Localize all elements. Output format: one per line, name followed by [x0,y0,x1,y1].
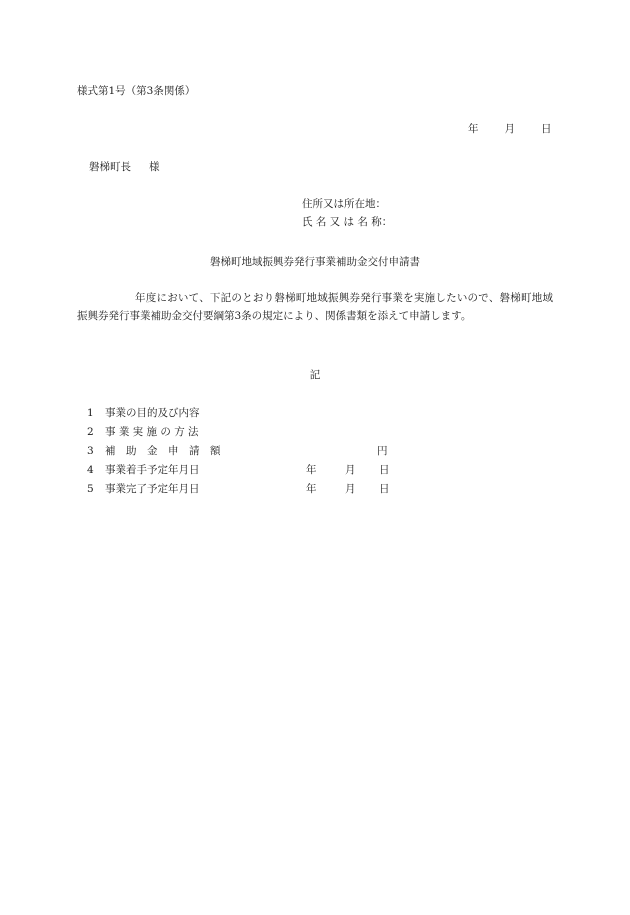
start-year-label: 年 [306,464,317,476]
end-month-label: 月 [345,483,356,495]
date-month-label: 月 [504,123,515,135]
ki-heading: 記 [309,369,321,381]
date-day-label: 日 [541,123,552,135]
amount-unit: 円 [377,445,388,457]
applicant-name-label: 氏 名 又 は 名 称： [302,216,393,228]
body-paragraph: 年度において、下記のとおり磐梯町地域振興券発行事業を実施したいので、磐梯町地域振興券発行事業補助金交付要綱第3条の規定により、関係書類を添えて申請します。 [77,292,553,322]
item-number: 5 [87,483,94,495]
item-number: 4 [87,464,94,476]
item-label: 事業着手予定年月日 [105,464,200,476]
item-label: 事 業 実 施 の 方 法 [105,426,199,438]
list-item [87,423,407,442]
document-title: 磐梯町地域振興券発行事業補助金交付申請書 [210,256,420,268]
item-label: 事業の目的及び内容 [105,407,200,419]
list-item [87,404,407,423]
start-day-label: 日 [379,464,390,476]
recipient [89,160,160,174]
date-year-label: 年 [468,123,479,135]
recipient-honorific: 様 [149,161,160,173]
recipient-name: 磐梯町長 [89,161,131,173]
form-number: 様式第1号（第3条関係） [77,85,196,97]
start-month-label: 月 [345,464,356,476]
item-number: 3 [87,445,94,457]
item-label: 事業完了予定年月日 [105,483,200,495]
list-item [87,442,407,461]
end-day-label: 日 [379,483,390,495]
list-item [87,480,407,499]
item-list [87,404,407,499]
date-line [468,122,552,136]
item-number: 1 [87,407,94,419]
applicant-address-label: 住所又は所在地： [302,198,386,210]
list-item [87,461,407,480]
item-label: 補 助 金 申 請 額 [105,445,221,457]
item-number: 2 [87,426,94,438]
end-year-label: 年 [306,483,317,495]
